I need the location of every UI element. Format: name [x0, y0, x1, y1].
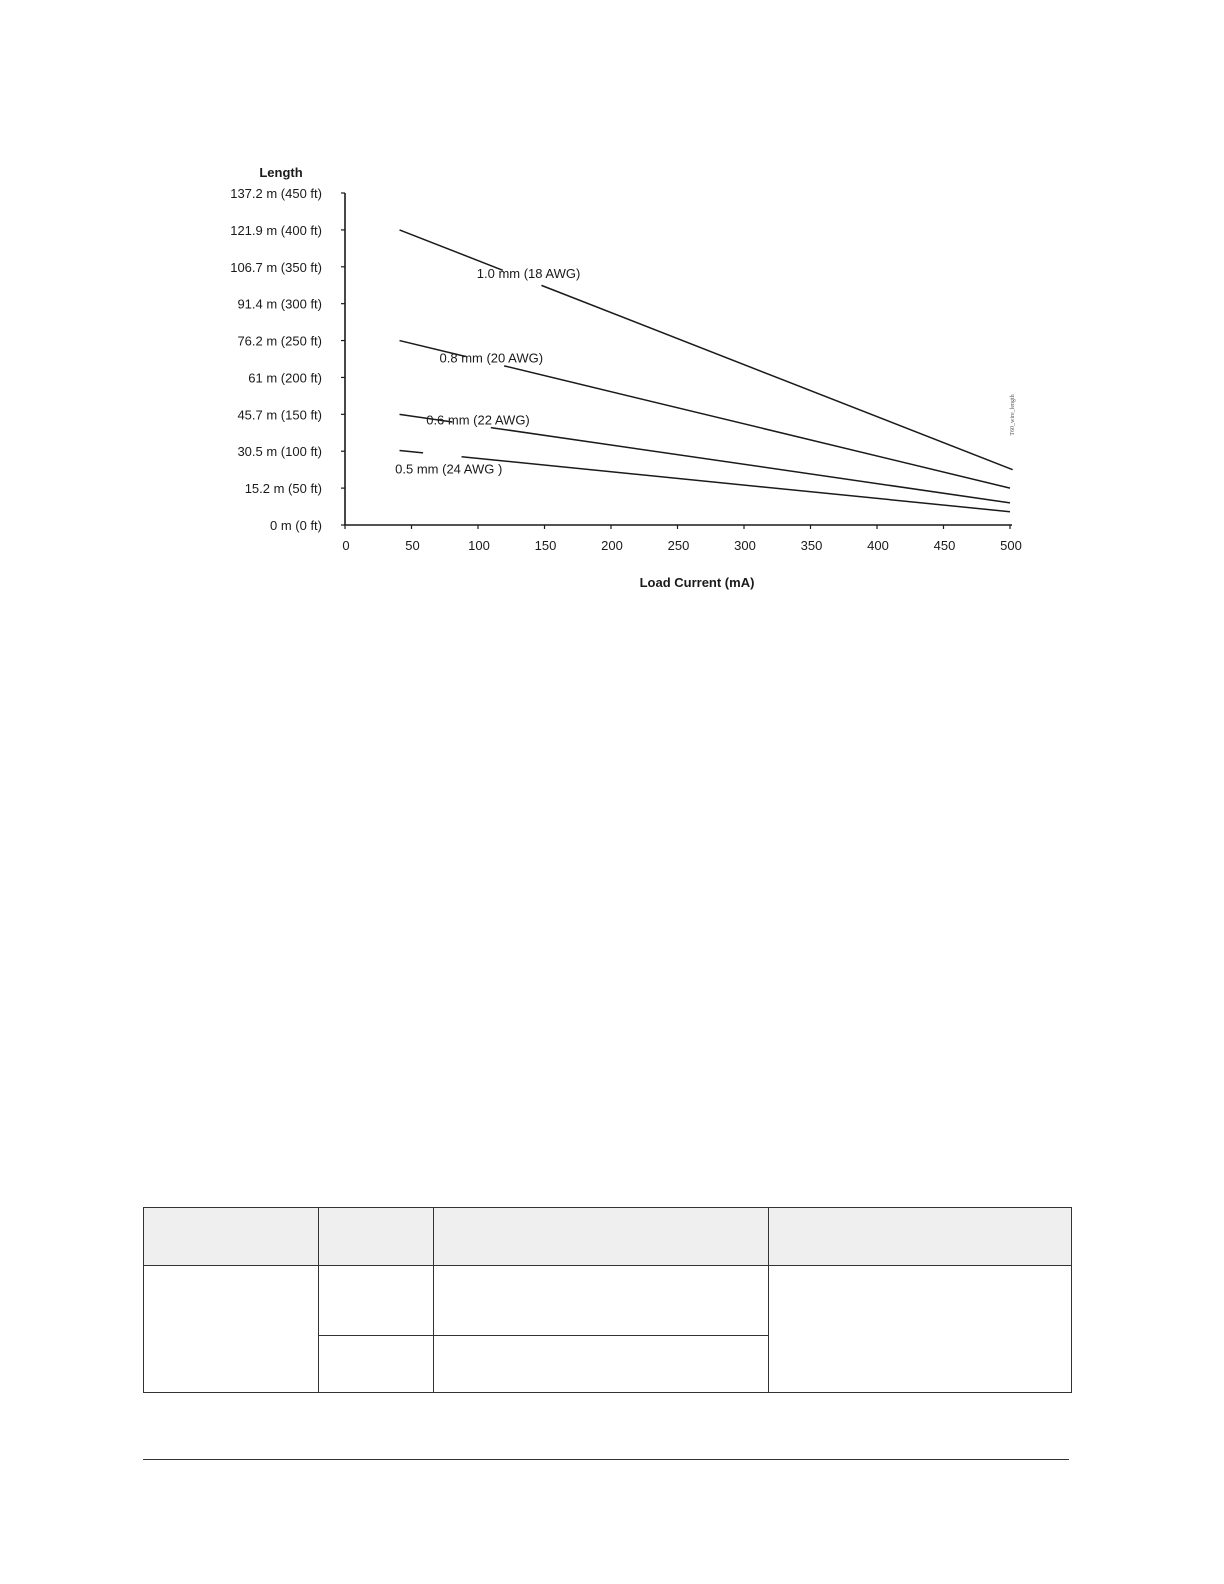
- series-line-segment: [400, 450, 424, 452]
- x-tick-label: 50: [405, 538, 420, 553]
- x-tick-label: 450: [933, 538, 956, 553]
- series-line-segment: [462, 457, 1010, 512]
- table-cell: [319, 1266, 434, 1336]
- table-header-row: [144, 1208, 1072, 1266]
- y-tick-label: 76.2 m (250 ft): [237, 333, 322, 349]
- series-line-segment: [541, 285, 1012, 469]
- y-axis-title: Length: [259, 165, 303, 180]
- chart-svg: [0, 0, 1224, 640]
- table-header-cell: [769, 1208, 1072, 1266]
- wire-length-chart: [0, 0, 1224, 640]
- series-label: 0.8 mm (20 AWG): [439, 350, 544, 366]
- figure-id-label: T60_wire_length: [1010, 394, 1016, 436]
- table-row: [144, 1266, 1072, 1336]
- x-tick-label: 500: [1000, 538, 1022, 553]
- y-tick-label: 15.2 m (50 ft): [244, 481, 322, 497]
- table-cell: [319, 1336, 434, 1393]
- x-tick-label: 350: [800, 538, 823, 553]
- x-tick-label: 100: [468, 538, 490, 553]
- y-tick-label: 61 m (200 ft): [248, 370, 322, 386]
- table-cell: [434, 1266, 769, 1336]
- x-tick-label: 250: [667, 538, 690, 553]
- spec-table: [143, 1207, 1072, 1393]
- series-line-segment: [400, 230, 503, 270]
- y-ticks: [230, 186, 345, 533]
- x-ticks: [342, 525, 1021, 553]
- x-tick-label: 400: [867, 538, 889, 553]
- y-tick-label: 137.2 m (450 ft): [230, 186, 322, 201]
- series-lines: [395, 230, 1012, 512]
- y-tick-label: 0 m (0 ft): [269, 518, 322, 533]
- series-line-segment: [504, 366, 1010, 488]
- series-label: 0.6 mm (22 AWG): [426, 412, 530, 428]
- table-header-cell: [144, 1208, 319, 1266]
- table-cell: [434, 1336, 769, 1393]
- series-label: 1.0 mm (18 AWG): [476, 265, 581, 281]
- x-axis-title: Load Current (mA): [639, 575, 755, 590]
- x-tick-label: 0: [342, 538, 350, 553]
- y-tick-label: 91.4 m (300 ft): [237, 296, 322, 312]
- y-tick-label: 121.9 m (400 ft): [230, 222, 322, 238]
- y-tick-label: 30.5 m (100 ft): [237, 444, 322, 460]
- table-cell: [769, 1266, 1072, 1393]
- y-tick-label: 106.7 m (350 ft): [230, 259, 322, 275]
- table-header-cell: [434, 1208, 769, 1266]
- table-header-cell: [319, 1208, 434, 1266]
- table-cell: [144, 1266, 319, 1393]
- series-label: 0.5 mm (24 AWG ): [395, 461, 503, 477]
- y-tick-label: 45.7 m (150 ft): [237, 407, 322, 423]
- x-tick-label: 200: [601, 538, 623, 553]
- x-tick-label: 300: [734, 538, 756, 553]
- x-tick-label: 150: [534, 538, 557, 553]
- footer-divider: [143, 1459, 1069, 1460]
